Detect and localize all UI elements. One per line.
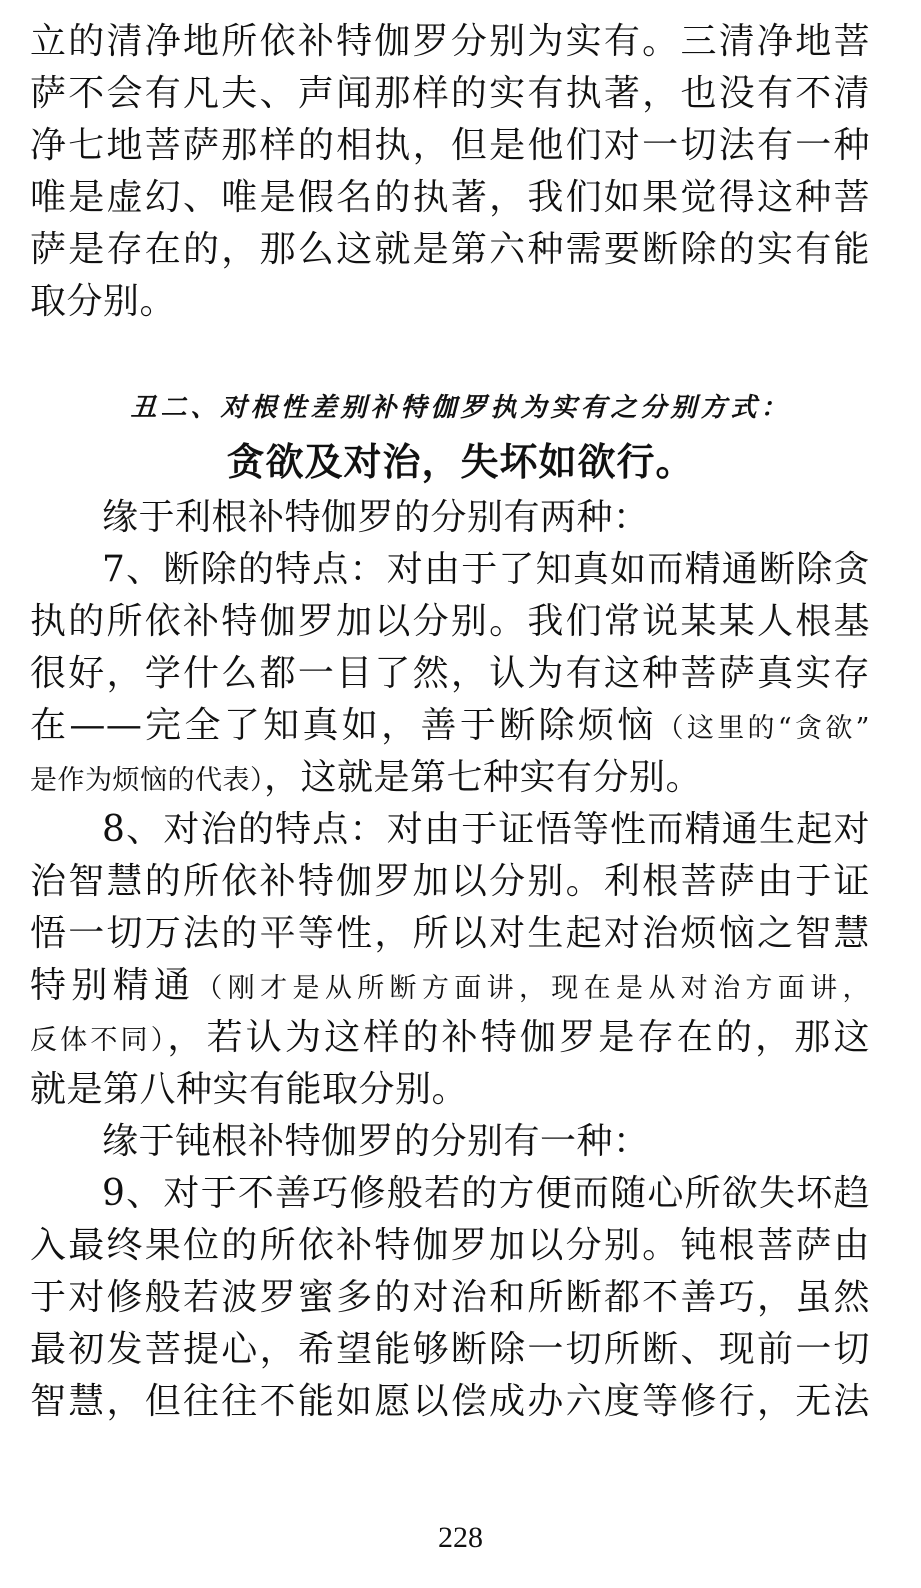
item-7-main-text: 在——完全了知真如，善于断除烦恼 [30,705,657,746]
item-9-line: 9、对于不善巧修般若的方便而随心所欲失坏趋 [102,1173,870,1214]
item-8-line: 8、对治的特点：对由于证悟等性而精通生起对 [102,809,870,850]
verse-heading: 贪欲及对治，失坏如欲行。 [226,440,695,484]
item-8-annotation: （刚才是从所断方面讲，现在是从对治方面讲， [195,973,870,1004]
item-9-line: 智慧，但往往不能如愿以偿成办六度等修行，无法 [30,1381,870,1422]
item-7-annotation: （这里的“贪欲” [656,713,870,744]
item-7-line [30,702,870,750]
item-8-line: 就是第八种实有能取分别。 [30,1069,469,1110]
item-8-main-text: ，若认为这样的补特伽罗是存在的，那这 [167,1017,870,1058]
item-8-line [30,1014,870,1062]
item-8-line: 悟一切万法的平等性，所以对生起对治烦恼之智慧 [30,913,870,954]
text-line: 萨是存在的，那么这就是第六种需要断除的实有能 [30,229,870,270]
item-7-annotation: 是作为烦恼的代表） [30,765,264,796]
section-subtitle: 丑二、对根性差别补特伽罗执为实有之分别方式： [130,393,791,423]
item-7-line: 执的所依补特伽罗加以分别。我们常说某某人根基 [30,601,870,642]
text-line: 立的清净地所依补特伽罗分别为实有。三清净地菩 [30,21,870,62]
text-line: 取分别。 [30,281,177,322]
page-number: 228 [438,1521,483,1554]
item-7-line: 很好，学什么都一目了然，认为有这种菩萨真实存 [30,653,870,694]
item-7-line [30,754,870,802]
text-line: 萨不会有凡夫、声闻那样的实有执著，也没有不清 [30,73,870,114]
text-line: 净七地菩萨那样的相执，但是他们对一切法有一种 [30,125,870,166]
item-9-line: 入最终果位的所依补特伽罗加以分别。钝根菩萨由 [30,1225,870,1266]
item-7-main-text: ，这就是第七种实有分别。 [264,757,703,798]
item-8-line: 治智慧的所依补特伽罗加以分别。利根菩萨由于证 [30,861,870,902]
item-9-line: 最初发菩提心，希望能够断除一切所断、现前一切 [30,1329,870,1370]
item-8-annotation: 反体不同） [30,1025,168,1056]
item-8-main-text: 特别精通 [30,965,196,1006]
item-7-line: 7、断除的特点：对由于了知真如而精通断除贪 [102,549,870,590]
item-9-line: 于对修般若波罗蜜多的对治和所断都不善巧，虽然 [30,1277,870,1318]
text-line: 唯是虚幻、唯是假名的执著，我们如果觉得这种菩 [30,177,870,218]
intro-dull-faculty: 缘于钝根补特伽罗的分别有一种： [102,1121,650,1162]
intro-sharp-faculty: 缘于利根补特伽罗的分别有两种： [102,497,650,538]
item-8-line [30,962,870,1010]
